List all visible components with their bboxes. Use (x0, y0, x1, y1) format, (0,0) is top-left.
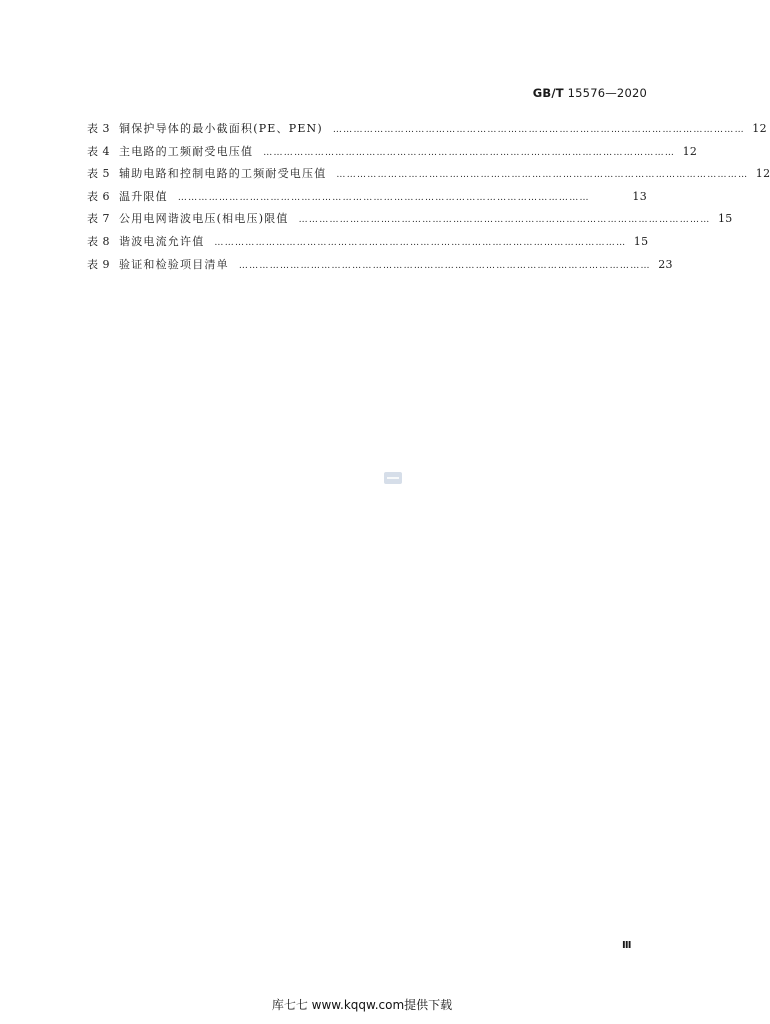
toc-entry-label: 表 7 (87, 212, 110, 226)
toc-entry[interactable] (87, 231, 647, 254)
toc-entry[interactable] (87, 208, 733, 231)
standard-number: 15576—2020 (567, 86, 647, 100)
document-standard-code (533, 86, 647, 100)
toc-entry-title: 铜保护导体的最小截面积(PE、PEN) (119, 122, 323, 135)
toc-entry[interactable] (87, 186, 647, 209)
toc-leader-dots: ………………………………………………………………………………………………………… (298, 215, 711, 226)
toc-entry-title: 谐波电流允许值 (119, 234, 205, 248)
toc-leader-dots: ………………………………………………………………………………………………………… (238, 260, 651, 271)
toc-entry-page: 13 (632, 189, 647, 203)
toc-entry-page: 12 (755, 167, 770, 181)
toc-entry-label: 表 6 (87, 189, 110, 203)
toc-entry[interactable] (87, 141, 698, 164)
toc-entry-page: 15 (717, 212, 733, 226)
page-number: Ⅲ (622, 940, 632, 951)
toc-entry-label: 表 3 (87, 122, 110, 135)
toc-entry[interactable] (87, 163, 770, 186)
toc-entry[interactable] (87, 118, 767, 141)
toc-entry-label: 表 9 (87, 257, 110, 271)
toc-entry-title: 主电路的工频耐受电压值 (119, 144, 254, 158)
watermark-logo-icon (384, 472, 402, 484)
toc-entry-title: 辅助电路和控制电路的工频耐受电压值 (119, 167, 327, 181)
toc-entry-title: 温升限值 (119, 189, 168, 203)
toc-entry-page: 12 (752, 122, 767, 135)
toc-entry-label: 表 5 (87, 167, 110, 181)
toc-entry-page: 23 (658, 257, 673, 271)
toc-entry[interactable] (87, 254, 673, 277)
toc-entry-page: 15 (633, 234, 649, 248)
toc-leader-dots: ………………………………………………………………………………………………………… (336, 170, 749, 181)
download-credit-line: 库七七 www.kqqw.com提供下载 (271, 998, 453, 1012)
toc-entry-title: 公用电网谐波电压(相电压)限值 (119, 212, 289, 226)
toc-leader-dots: ………………………………………………………………………………………………………… (263, 147, 676, 158)
toc-entry-label: 表 8 (87, 234, 110, 248)
toc-leader-dots: ………………………………………………………………………………………………………… (177, 192, 590, 203)
toc-entry-label: 表 4 (87, 144, 110, 158)
standard-prefix: GB/T (532, 86, 564, 100)
toc-leader-dots: ………………………………………………………………………………………………………… (332, 125, 745, 135)
toc-leader-dots: ………………………………………………………………………………………………………… (214, 237, 627, 248)
table-of-contents-list (87, 118, 770, 276)
toc-entry-page: 12 (682, 144, 698, 158)
toc-entry-title: 验证和检验项目清单 (119, 257, 229, 271)
